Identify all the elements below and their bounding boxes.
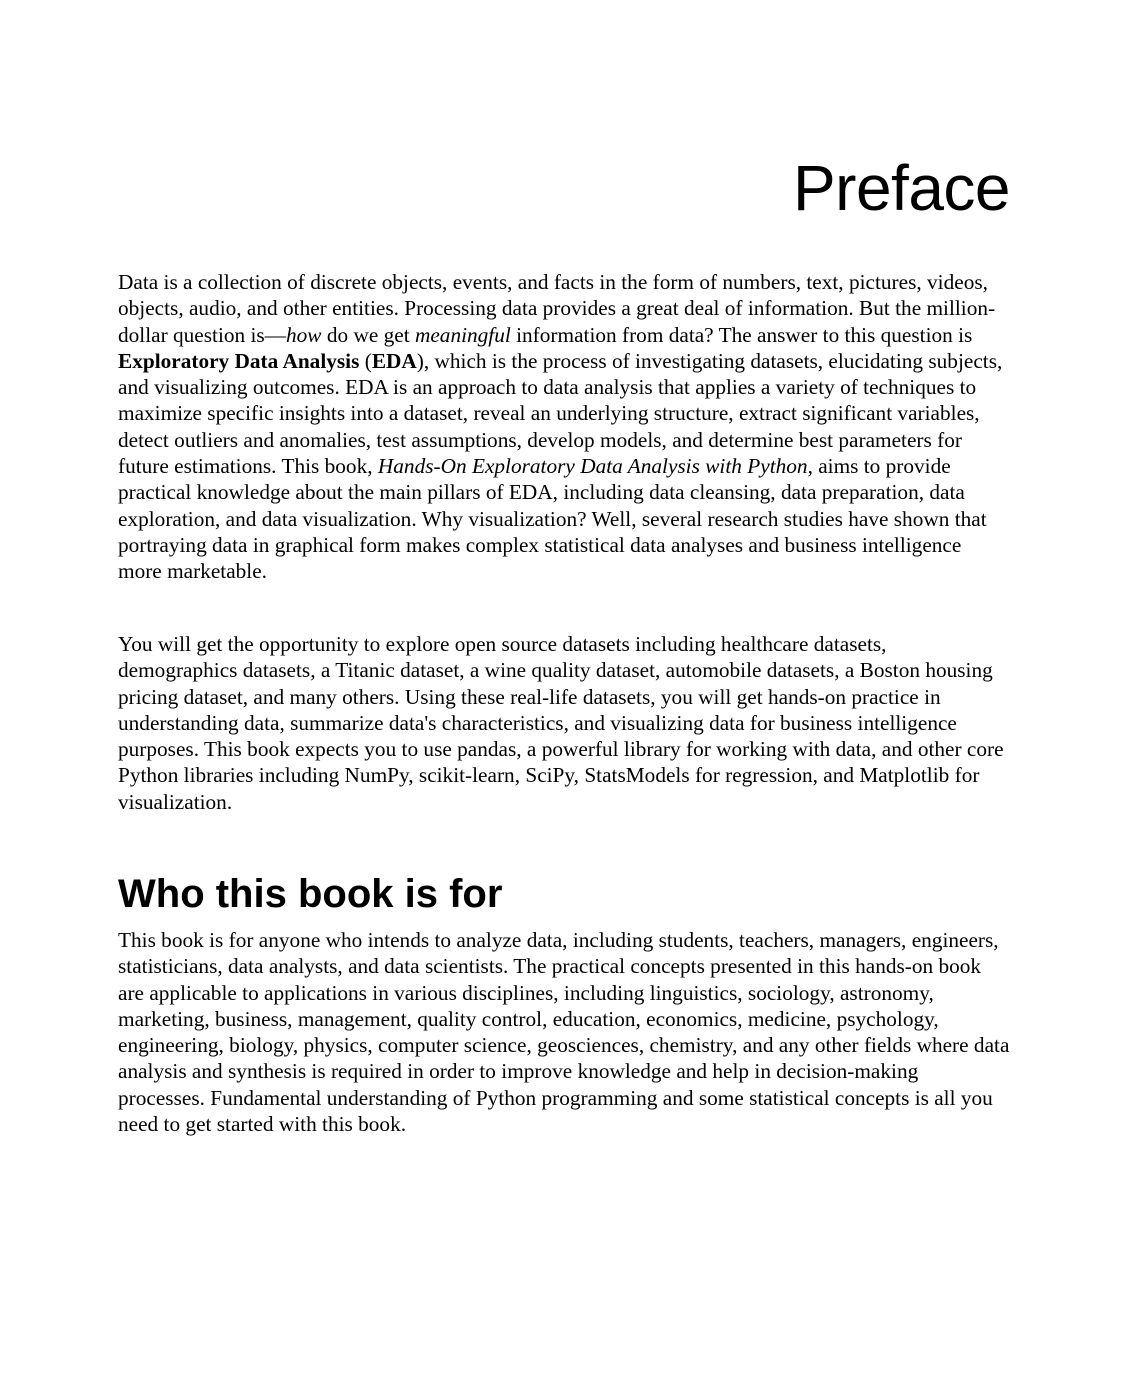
intro-italic-how: how <box>286 322 322 347</box>
intro-italic-book-title: Hands-On Exploratory Data Analysis with Python <box>377 454 808 479</box>
intro-text-4: ( <box>359 348 372 373</box>
intro-paragraph <box>118 269 1010 585</box>
intro-bold-eda-abbr: EDA <box>371 348 417 373</box>
intro-bold-eda-full: Exploratory Data Analysis <box>118 348 360 373</box>
chapter-title: Preface <box>792 152 1010 224</box>
intro-text-6: , aims to provide practical knowledge about the main pillars of EDA, including data cleansing, data preparation, data exploration, and data visualization. Why visualization? Well, several research studies have shown that portraying data in graphical form makes complex statistical data analyses and business intelligence more marketable. <box>118 454 987 584</box>
intro-italic-meaningful: meaningful <box>414 322 511 347</box>
intro-text-2: do we get <box>321 322 415 347</box>
intro-text-5: ), which is the process of investigating datasets, elucidating subjects, and visualizing outcomes. EDA is an approach to data analysis that applies a variety of techniques to maximize specific insights into a dataset, reveal an underlying structure, extract significant variables, detect outliers and anomalies, test assumptions, develop models, and determine best parameters for future estimations. This book, <box>118 348 1003 479</box>
section-heading: Who this book is for <box>118 872 503 916</box>
book-page <box>118 0 1010 1388</box>
intro-text-1: Data is a collection of discrete objects, events, and facts in the form of numbers, text, pictures, videos, objects, audio, and other entities. Processing data provides a great deal of information. But the million-dollar question is— <box>118 270 996 347</box>
intro-text-3: information from data? The answer to this question is <box>510 322 973 347</box>
datasets-paragraph: You will get the opportunity to explore open source datasets including healthcare datasets, demographics datasets, a Titanic dataset, a wine quality dataset, automobile datasets, a Boston housing pricing dataset, and many others. Using these real-life datasets, you will get hands-on practice in understanding data, summarize data's characteristics, and visualizing data for business intelligence purposes. This book expects you to use pandas, a powerful library for working with data, and other core Python libraries including NumPy, scikit-learn, SciPy, StatsModels for regression, and Matplotlib for visualization. <box>118 632 1004 814</box>
audience-paragraph: This book is for anyone who intends to analyze data, including students, teachers, managers, engineers, statisticians, data analysts, and data scientists. The practical concepts presented in this hands-on book are applicable to applications in various disciplines, including linguistics, sociology, astronomy, marketing, business, management, quality control, education, economics, medicine, psychology, engineering, biology, physics, computer science, geosciences, chemistry, and any other fields where data analysis and synthesis is required in order to improve knowledge and help in decision-making processes. Fundamental understanding of Python programming and some statistical concepts is all you need to get started with this book. <box>118 928 1010 1137</box>
